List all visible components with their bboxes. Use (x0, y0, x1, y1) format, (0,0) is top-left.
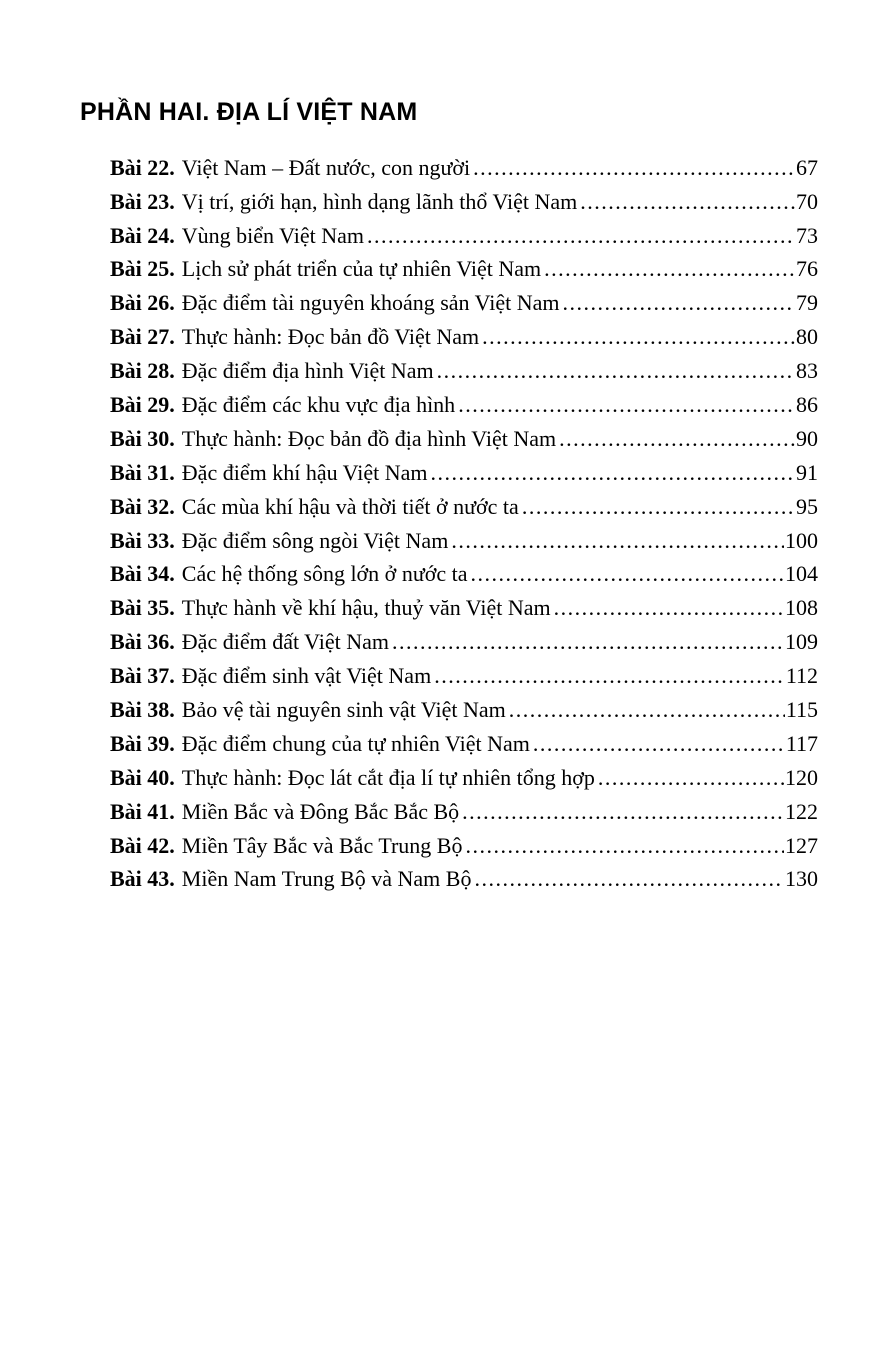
toc-entry-page-number: 120 (785, 764, 818, 790)
toc-leader-dots (462, 795, 784, 829)
toc-entry-title: Đặc điểm tài nguyên khoáng sản Việt Nam (181, 290, 560, 316)
toc-entry-page-number: 117 (785, 730, 818, 756)
toc-entry-title: Miền Bắc và Đông Bắc Bắc Bộ (181, 798, 460, 824)
toc-entry-label: Bài 25. (110, 256, 175, 282)
toc-leader-dots (473, 151, 795, 185)
toc-entry-page-number: 104 (785, 561, 818, 587)
toc-entry-label: Bài 38. (110, 697, 175, 722)
toc-leader-dots (554, 591, 784, 625)
toc-entry (110, 557, 818, 591)
toc-entry-label: Bài 34. (110, 561, 175, 587)
toc-leader-dots (431, 456, 795, 490)
toc-entry-page-number: 108 (785, 595, 818, 621)
toc-entry-label: Bài 28. (110, 358, 175, 384)
toc-entry (110, 185, 818, 219)
toc-entry-page-number: 90 (796, 425, 818, 451)
toc-entry-title: Các mùa khí hậu và thời tiết ở nước ta (181, 493, 519, 519)
toc-leader-dots (458, 388, 795, 422)
toc-entry (110, 795, 818, 829)
toc-leader-dots (434, 659, 785, 693)
toc-entry (110, 151, 818, 185)
toc-entry-label: Bài 24. (110, 222, 175, 248)
toc-entry-page-number: 127 (785, 832, 818, 858)
toc-entry (110, 862, 818, 896)
toc-leader-dots (580, 185, 795, 219)
toc-entry-label: Bài 41. (110, 798, 175, 824)
toc-leader-dots (451, 524, 784, 558)
toc-entry-title: Miền Nam Trung Bộ và Nam Bộ (181, 866, 472, 892)
toc-entry-page-number: 67 (796, 154, 818, 180)
toc-entry (110, 625, 818, 659)
toc-entry-page-number: 76 (796, 256, 818, 282)
toc-entry-label: Bài 39. (110, 730, 175, 756)
toc-entry-title: Đặc điểm khí hậu Việt Nam (181, 459, 428, 485)
toc-leader-dots (482, 320, 795, 354)
toc-entry-page-number: 122 (785, 798, 818, 824)
toc-leader-dots (544, 252, 795, 286)
toc-entry-label: Bài 32. (110, 493, 175, 519)
toc-entry (110, 219, 818, 253)
toc-entry-title: Thực hành: Đọc lát cắt địa lí tự nhiên tổng hợp (181, 764, 595, 790)
toc-entry-label: Bài 31. (110, 459, 175, 485)
toc-entry-page-number: 112 (785, 663, 818, 689)
toc-entry-page-number: 79 (796, 290, 818, 316)
toc-entry (110, 829, 818, 863)
toc-entry-label: Bài 27. (110, 324, 175, 350)
toc-entry-title: Thực hành: Đọc bản đồ địa hình Việt Nam (181, 425, 557, 451)
toc-entry-title: Đặc điểm các khu vực địa hình (181, 391, 456, 417)
toc-list (80, 151, 818, 897)
toc-entry-title: Vùng biển Việt Nam (181, 222, 364, 248)
toc-entry-page-number: 73 (796, 222, 818, 248)
toc-entry-page-number: 109 (785, 629, 818, 655)
toc-entry-label: Bài 29. (110, 391, 175, 417)
toc-leader-dots (533, 727, 785, 761)
toc-entry (110, 524, 818, 558)
toc-entry-label: Bài 43. (110, 866, 175, 892)
toc-entry (110, 354, 818, 388)
toc-entry-title: Thực hành: Đọc bản đồ Việt Nam (181, 324, 480, 350)
toc-entry (110, 320, 818, 354)
toc-entry-page-number: 80 (796, 324, 818, 350)
toc-entry-title: Đặc điểm sông ngòi Việt Nam (181, 527, 449, 553)
toc-entry-title: Đặc điểm sinh vật Việt Nam (181, 663, 432, 689)
toc-entry-page-number: 83 (796, 358, 818, 384)
toc-leader-dots (392, 625, 784, 659)
toc-entry (110, 252, 818, 286)
toc-entry (110, 422, 818, 456)
toc-entry-title: Miền Tây Bắc và Bắc Trung Bộ (181, 832, 463, 858)
toc-entry-page-number: 91 (796, 459, 818, 485)
toc-leader-dots (465, 829, 784, 863)
toc-entry-label: Bài 35. (110, 595, 175, 621)
toc-entry-title: Lịch sử phát triển của tự nhiên Việt Nam (181, 256, 542, 282)
toc-entry-label: Bài 22. (110, 154, 175, 180)
toc-entry-label: Bài 40. (110, 764, 175, 790)
toc-entry-title: Thực hành về khí hậu, thuỷ văn Việt Nam (181, 595, 551, 621)
toc-leader-dots (474, 862, 784, 896)
toc-entry-page-number: 115 (785, 697, 818, 722)
toc-leader-dots (598, 761, 784, 795)
toc-entry-page-number: 130 (785, 866, 818, 892)
toc-entry (110, 761, 818, 795)
toc-entry (110, 659, 818, 693)
toc-leader-dots (367, 219, 795, 253)
toc-entry-title: Vị trí, giới hạn, hình dạng lãnh thổ Việt Nam (181, 188, 578, 214)
toc-entry-label: Bài 36. (110, 629, 175, 655)
toc-entry-title: Đặc điểm chung của tự nhiên Việt Nam (181, 730, 530, 756)
toc-entry-label: Bài 42. (110, 832, 175, 858)
toc-entry-page-number: 100 (785, 527, 818, 553)
toc-entry-label: Bài 37. (110, 663, 175, 689)
toc-entry (110, 456, 818, 490)
toc-entry-title: Bảo vệ tài nguyên sinh vật Việt Nam (181, 697, 506, 722)
toc-entry-label: Bài 26. (110, 290, 175, 316)
toc-entry (110, 693, 818, 727)
toc-entry-label: Bài 30. (110, 425, 175, 451)
toc-leader-dots (437, 354, 795, 388)
toc-entry-page-number: 70 (796, 188, 818, 214)
toc-entry-label: Bài 33. (110, 527, 175, 553)
toc-leader-dots (562, 286, 795, 320)
toc-entry-title: Việt Nam – Đất nước, con người (181, 154, 471, 180)
toc-leader-dots (471, 557, 784, 591)
toc-leader-dots (509, 693, 785, 727)
toc-leader-dots (559, 422, 795, 456)
section-heading: PHẦN HAI. ĐỊA LÍ VIỆT NAM (80, 98, 418, 126)
toc-entry-page-number: 86 (796, 391, 818, 417)
toc-entry-title: Đặc điểm đất Việt Nam (181, 629, 390, 655)
toc-leader-dots (522, 490, 795, 524)
toc-entry (110, 388, 818, 422)
toc-entry-label: Bài 23. (110, 188, 175, 214)
toc-entry (110, 286, 818, 320)
toc-entry-title: Các hệ thống sông lớn ở nước ta (181, 561, 468, 587)
toc-entry (110, 490, 818, 524)
toc-entry (110, 727, 818, 761)
toc-entry (110, 591, 818, 625)
toc-entry-title: Đặc điểm địa hình Việt Nam (181, 358, 434, 384)
toc-entry-page-number: 95 (796, 493, 818, 519)
